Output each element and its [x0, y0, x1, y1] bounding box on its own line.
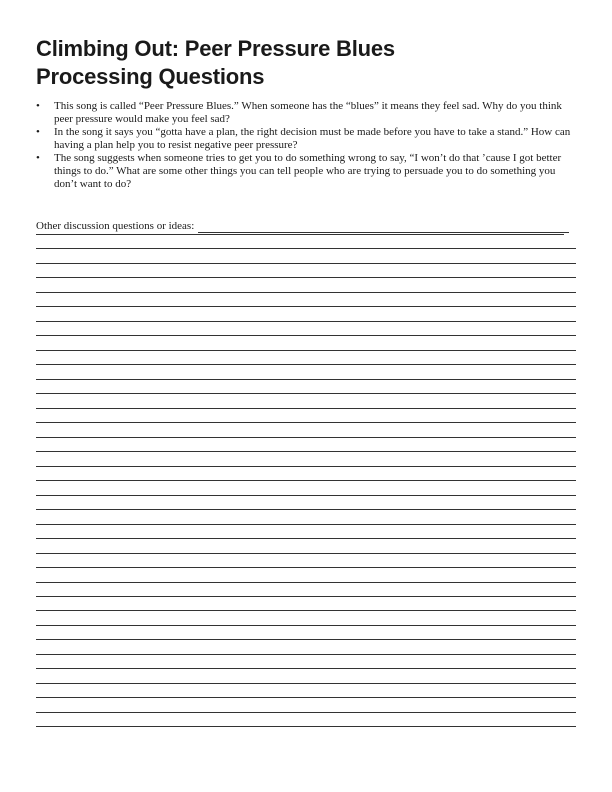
answer-line[interactable] — [36, 556, 576, 568]
answer-line[interactable] — [36, 295, 576, 307]
answer-line[interactable] — [36, 542, 576, 554]
answer-line[interactable] — [36, 571, 576, 583]
answer-line[interactable] — [36, 715, 576, 727]
answer-line[interactable] — [36, 237, 576, 249]
answer-line[interactable] — [36, 252, 576, 264]
answer-line[interactable] — [36, 382, 576, 394]
title-line-1: Climbing Out: Peer Pressure Blues — [36, 36, 395, 61]
answer-line[interactable] — [36, 614, 576, 626]
answer-line[interactable] — [36, 411, 576, 423]
answer-line[interactable] — [36, 643, 576, 655]
answer-line[interactable] — [36, 426, 576, 438]
bullet-icon: • — [36, 152, 40, 164]
answer-line[interactable] — [36, 657, 576, 669]
answer-line[interactable] — [36, 686, 576, 698]
answer-line[interactable] — [36, 527, 576, 539]
question-item — [36, 152, 581, 191]
answer-line[interactable] — [36, 310, 576, 322]
answer-line[interactable] — [36, 397, 576, 409]
bullet-icon: • — [36, 100, 40, 112]
question-text: In the song it says you “gotta have a plan, the right decision must be made before you have to take a stand.” How can having a plan help you to resist negative peer pressure? — [54, 126, 571, 151]
bullet-icon: • — [36, 126, 40, 138]
answer-line[interactable] — [36, 585, 576, 597]
title-line-2: Processing Questions — [36, 64, 265, 89]
question-text: The song suggests when someone tries to get you to do something wrong to say, “I won’t do that ’cause I got better things to do.” What are some other things you can tell people who are trying to persuade you to do something you don’t want to do? — [54, 152, 562, 190]
answer-line[interactable] — [36, 266, 576, 278]
answer-line[interactable] — [36, 599, 576, 611]
answer-line[interactable] — [36, 469, 576, 481]
answer-line[interactable] — [36, 324, 576, 336]
answer-line[interactable] — [36, 455, 576, 467]
answer-line[interactable] — [36, 484, 576, 496]
answer-line[interactable] — [36, 339, 576, 351]
answer-line[interactable] — [36, 498, 576, 510]
other-discussion-label: Other discussion questions or ideas: — [36, 220, 195, 232]
answer-line[interactable] — [36, 701, 576, 713]
processing-questions-list — [36, 100, 581, 191]
answer-line[interactable] — [36, 513, 576, 525]
answer-line[interactable] — [36, 368, 576, 380]
question-text: This song is called “Peer Pressure Blues.” When someone has the “blues” it means they feel sad. Why do you think peer pressure would make you feel sad? — [54, 100, 562, 125]
answer-line[interactable] — [36, 223, 564, 235]
answer-line[interactable] — [36, 628, 576, 640]
answer-line[interactable] — [36, 672, 576, 684]
page-title — [36, 35, 596, 91]
question-item — [36, 126, 581, 152]
answer-line[interactable] — [36, 440, 576, 452]
question-item — [36, 100, 581, 126]
answer-line[interactable] — [36, 281, 576, 293]
answer-line[interactable] — [36, 353, 576, 365]
